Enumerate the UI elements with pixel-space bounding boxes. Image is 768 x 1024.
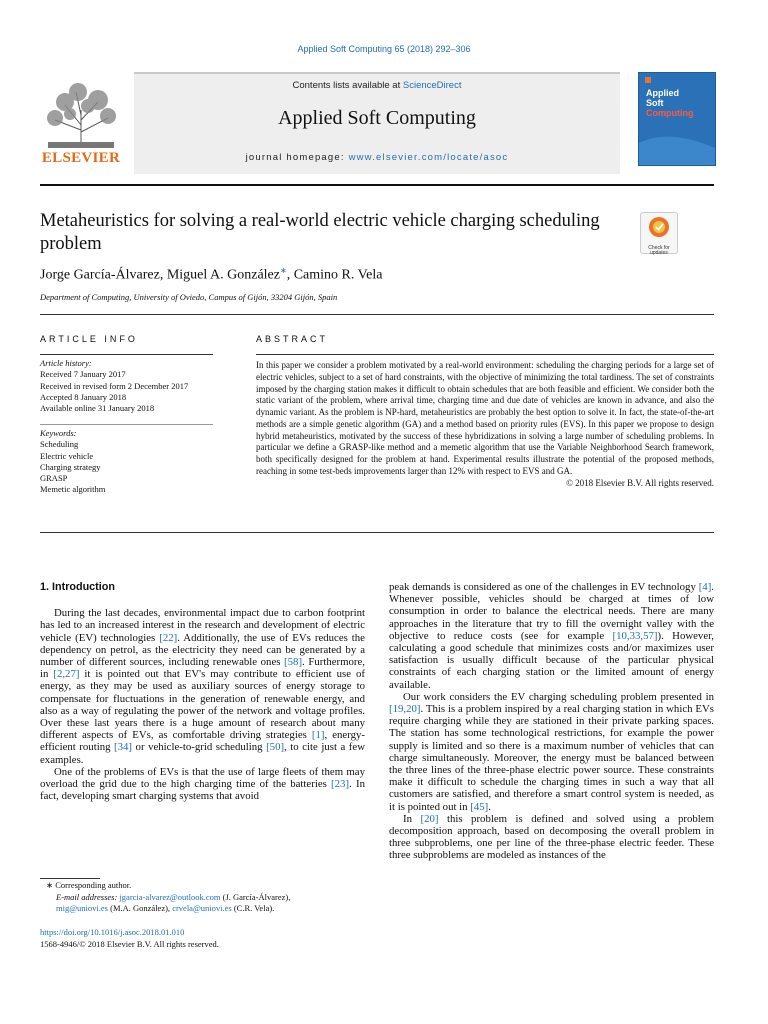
citation-link[interactable]: [22]: [159, 631, 178, 644]
history-accepted: Accepted 8 January 2018: [40, 391, 127, 402]
keyword: Charging strategy: [40, 461, 101, 472]
author-list: [40, 266, 382, 284]
journal-citation[interactable]: Applied Soft Computing 65 (2018) 292–306: [297, 44, 471, 54]
body-column-left: [40, 581, 365, 802]
keywords: [40, 428, 213, 496]
citation-link[interactable]: [1]: [311, 729, 325, 742]
title-rule: [40, 314, 714, 315]
citation-link[interactable]: [19,20]: [389, 703, 421, 716]
cover-title-line2: Soft: [646, 98, 664, 108]
citation-link[interactable]: [2,27]: [53, 668, 80, 681]
header-rule: [40, 184, 714, 186]
paragraph: One of the problems of EVs is that the use of large fleets of them may overload the grid due to the high charging time of the batteries [23]. In fact, developing smart charging systems that avoid: [40, 765, 365, 803]
history-received: Received 7 January 2017: [40, 369, 126, 380]
paragraph: peak demands is considered as one of the challenges in EV technology [4]. Whenever possible, vehicles should be charged at times of low consumption in order to balance the electrical needs. There are many approaches in the literature that try to fill the overnight valley with the objective to reduce costs (see for example [10,33,57]). However, calculating a good schedule that minimizes costs and/or maximizes user satisfaction is usually difficult because of the particular physical constraints of each charging station or the limited amount of energy available.: [389, 581, 714, 691]
citation-link[interactable]: [20]: [420, 812, 439, 825]
article-history: [40, 358, 213, 414]
sciencedirect-link[interactable]: ScienceDirect: [402, 80, 462, 91]
citation-link[interactable]: [50]: [266, 741, 285, 754]
homepage-line: [134, 152, 620, 163]
keyword: Memetic algorithm: [40, 484, 106, 495]
article-info-rule: [40, 354, 213, 355]
issn-line: 1568-4946/© 2018 Elsevier B.V. All rights reserved.: [40, 938, 219, 949]
contents-prefix: Contents lists available at: [292, 80, 403, 91]
keywords-rule: [40, 424, 213, 425]
cover-title-line1: Applied: [646, 88, 679, 98]
check-for-updates-badge[interactable]: [640, 212, 678, 254]
email-link[interactable]: mig@uniovi.es: [56, 903, 108, 913]
history-label: Article history:: [40, 358, 92, 368]
journal-name: Applied Soft Computing: [278, 107, 476, 129]
affiliation: Department of Computing, University of Oviedo, Campus of Gijón, 33204 Gijón, Spain: [40, 292, 338, 302]
cover-title: [646, 88, 712, 118]
citation-link[interactable]: [4]: [698, 581, 712, 593]
author-3: , Camino R. Vela: [286, 267, 383, 283]
email-link[interactable]: crvela@uniovi.es: [172, 903, 232, 913]
email-link[interactable]: jgarcia-alvarez@outlook.com: [119, 891, 221, 902]
section-heading-introduction: 1. Introduction: [40, 581, 115, 593]
corresponding-author-mark[interactable]: ∗: [279, 266, 287, 275]
abstract-rule: [256, 354, 714, 355]
citation-link[interactable]: [23]: [331, 778, 350, 791]
citation-link[interactable]: [45]: [470, 800, 489, 813]
cover-title-line3: Computing: [646, 108, 694, 118]
abstract-bottom-rule: [40, 532, 714, 533]
footnotes: [40, 880, 365, 915]
keyword: Scheduling: [40, 439, 79, 450]
paragraph: During the last decades, environmental impact due to carbon footprint has led to an increased interest in the research and development of electric vehicle (EV) technologies [22]. Additionally, the use of EVs reduces the dependency on petrol, as the electricity they need can be generated by a number of different sources, including renewable ones [58]. Furthermore, in [2,27] it is pointed out that EV's may contribute to efficient use of energy, as they may be used as auxiliary sources of energy storage to compensate for fluctuations in the generation of renewable energy, and also as a way of regulating the power of the network and voltage profiles. Over these last years there is a huge amount of research about many different aspects of EVs, as comfortable driving strategies [1], energy-efficient routing [34] or vehicle-to-grid scheduling [50], to cite just a few examples.: [40, 607, 365, 766]
email-addresses: E-mail addresses: jgarcia-alvarez@outlook.com (J. García-Álvarez), mig@uniovi.es (M.A. González), crvela@uniovi.es (C.R. Vela).: [56, 891, 291, 913]
abstract-copyright: © 2018 Elsevier B.V. All rights reserved.: [566, 477, 714, 488]
author-2: Miguel A. González: [166, 267, 280, 283]
history-online: Available online 31 January 2018: [40, 403, 155, 414]
abstract-body: [256, 360, 714, 489]
contents-line: [134, 80, 620, 91]
abstract-heading: ABSTRACT: [256, 334, 329, 344]
journal-cover-thumbnail[interactable]: [638, 72, 716, 166]
citation-link[interactable]: [34]: [114, 741, 133, 754]
article-info-heading: ARTICLE INFO: [40, 334, 138, 344]
check-for-updates-label: Check for updates: [648, 245, 670, 256]
paragraph: Our work considers the EV charging scheduling problem presented in [19,20]. This is a problem inspired by a real charging station in which EVs require charging while they are stationed in their private parking spaces. The station has some technological restrictions, for example the power supply is limited and so there is a maximum number of vehicles that can charge simultaneously. Moreover, the energy must be balanced between the three lines of the three-phase electric power source. These constraints make it difficult to schedule the charging times in such a way that all customers are satisfied, and therefore a smart control system is needed, as it is pointed out in [45].: [389, 690, 714, 813]
elsevier-wordmark: ELSEVIER: [41, 150, 121, 166]
keyword: Electric vehicle: [40, 450, 94, 461]
keywords-label: Keywords:: [40, 428, 77, 438]
homepage-prefix: journal homepage:: [245, 152, 349, 163]
keyword: GRASP: [40, 473, 68, 484]
paragraph: In [20] this problem is defined and solved using a problem decomposition approach, based on decomposing the overall problem in three subproblems, one per line of the three-phase electric feeder. These three subproblems are modeled as instances of the: [389, 812, 714, 862]
abstract-text: In this paper we consider a problem motivated by a real-world environment: scheduling the charging periods for a large set of electric vehicles, subject to a set of hard constraints, with the objective of minimizing the total tardiness. The set of constraints imposed by the charging station makes it difficult to obtain schedules that are both feasible and efficient. We consider both the static variant of the problem, where arrival time, charging time and due date of vehicles are known in advance, and also the dynamic variant. As the problem is NP-hard, metaheuristics are probably the best option to solve it. In fact, the state-of-the-art methods are a simple genetic algorithm (GA) and a method based on priority rules (EVS). In this paper we propose to design hybrid metaheuristics, motivated by the success of these hybridizations in solving a large number of scheduling problems. In particular we define a GRASP-like method and a memetic algorithm that use the Variable Neighborhood Search framework, both specifically designed for the problem at hand. Experimental results illustrate the potential of the proposed methods, reaching in some test-beds improvements larger than 12% with respect to EVS and GA.: [256, 360, 714, 476]
body-column-right: [389, 581, 714, 862]
footnote-rule: [40, 878, 100, 879]
homepage-link[interactable]: www.elsevier.com/locate/asoc: [348, 152, 509, 163]
paper-title: Metaheuristics for solving a real-world electric vehicle charging scheduling problem: [40, 211, 600, 254]
doi-block: [40, 927, 365, 950]
history-revised: Received in revised form 2 December 2017: [40, 380, 189, 391]
citation-link[interactable]: [58]: [284, 656, 303, 669]
corresponding-author-note: ∗ Corresponding author.: [46, 880, 132, 890]
author-1: Jorge García-Álvarez,: [40, 267, 167, 283]
citation-link[interactable]: [10,33,57]: [612, 629, 658, 642]
doi-link[interactable]: https://doi.org/10.1016/j.asoc.2018.01.010: [40, 927, 185, 937]
